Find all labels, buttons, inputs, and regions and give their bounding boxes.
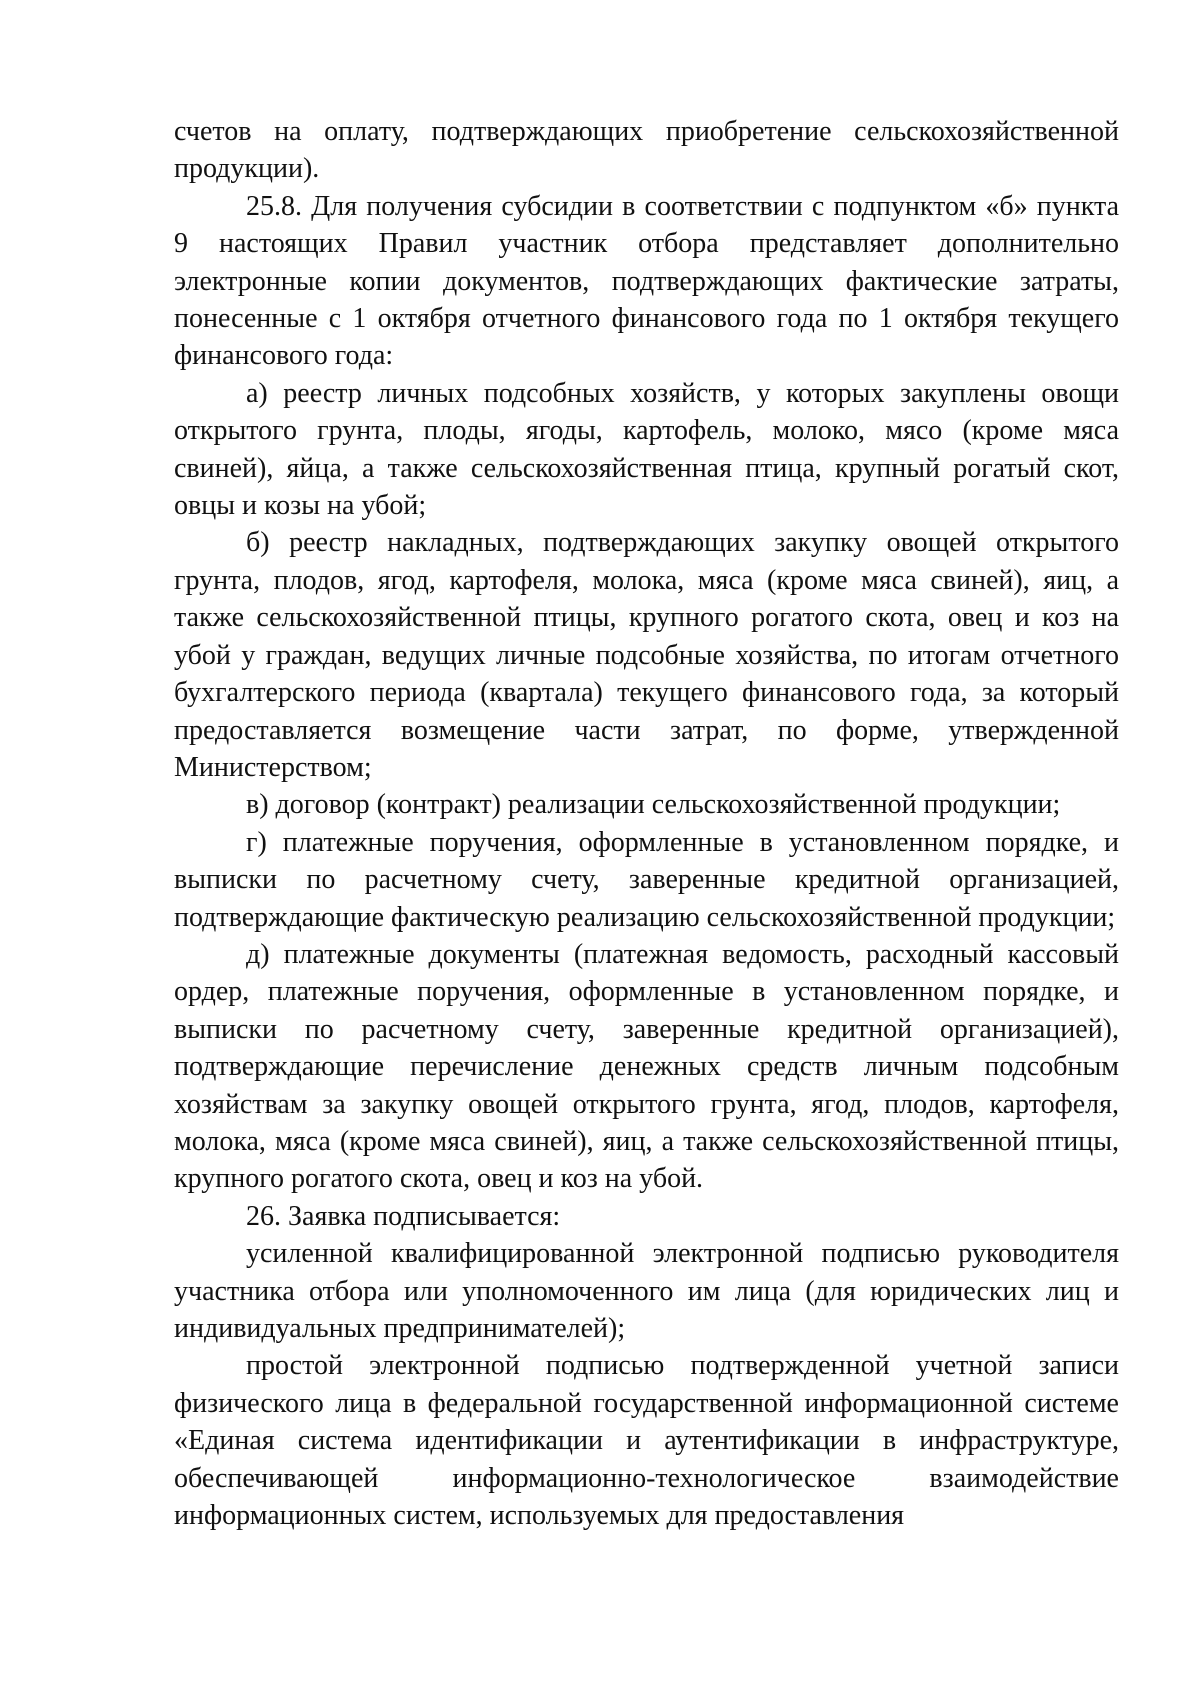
paragraph-6: г) платежные поручения, оформленные в установленном порядке, и выписки по расчетному счету, заверенные кредитной организацией, подтверждающие фактическую реализацию сельскохозяйственной продукции; xyxy=(174,826,1119,933)
paragraph-8: 26. Заявка подписывается: xyxy=(246,1200,561,1232)
paragraph-10: простой электронной подписью подтвержденной учетной записи физического лица в федеральной государственной информационной системе «Единая система идентификации и аутентификации в инфраструктуре, обеспечивающей информационно-технологическое взаимодействие информационных систем, используемых для предоставления xyxy=(174,1350,1119,1532)
paragraph-7: д) платежные документы (платежная ведомость, расходный кассовый ордер, платежные поручения, оформленные в установленном порядке, и выписки по расчетному счету, заверенные кредитной организацией), подтверждающие перечисление денежных средств личным подсобным хозяйствам за закупку овощей открытого грунта, ягод, плодов, картофеля, молока, мяса (кроме мяса свиней), яиц, а также сельскохозяйственной птицы, крупного рогатого скота, овец и коз на убой. xyxy=(174,938,1119,1195)
paragraph-3: а) реестр личных подсобных хозяйств, у которых закуплены овощи открытого грунта, плоды, ягоды, картофель, молоко, мясо (кроме мяса свиней), яйца, а также сельскохозяйственная птица, крупный рогатый скот, овцы и козы на убой; xyxy=(174,377,1119,522)
paragraph-5: в) договор (контракт) реализации сельскохозяйственной продукции; xyxy=(246,789,1061,821)
paragraph-2: 25.8. Для получения субсидии в соответствии с подпунктом «б» пункта 9 настоящих Правил участник отбора представляет дополнительно электронные копии документов, подтверждающих фактические затраты, понесенные с 1 октября отчетного финансового года по 1 октября текущего финансового года: xyxy=(174,190,1119,372)
document-body xyxy=(174,113,1119,1534)
paragraph-4: б) реестр накладных, подтверждающих закупку овощей открытого грунта, плодов, ягод, картофеля, молока, мяса (кроме мяса свиней), яиц, а также сельскохозяйственной птицы, крупного рогатого скота, овец и коз на убой у граждан, ведущих личные подсобные хозяйства, по итогам отчетного бухгалтерского периода (квартала) текущего финансового года, за который предоставляется возмещение части затрат, по форме, утвержденной Министерством; xyxy=(174,527,1119,783)
paragraph-9: усиленной квалифицированной электронной подписью руководителя участника отбора или уполномоченного им лица (для юридических лиц и индивидуальных предпринимателей); xyxy=(174,1238,1119,1344)
paragraph-1: счетов на оплату, подтверждающих приобретение сельскохозяйственной продукции). xyxy=(174,116,1119,185)
